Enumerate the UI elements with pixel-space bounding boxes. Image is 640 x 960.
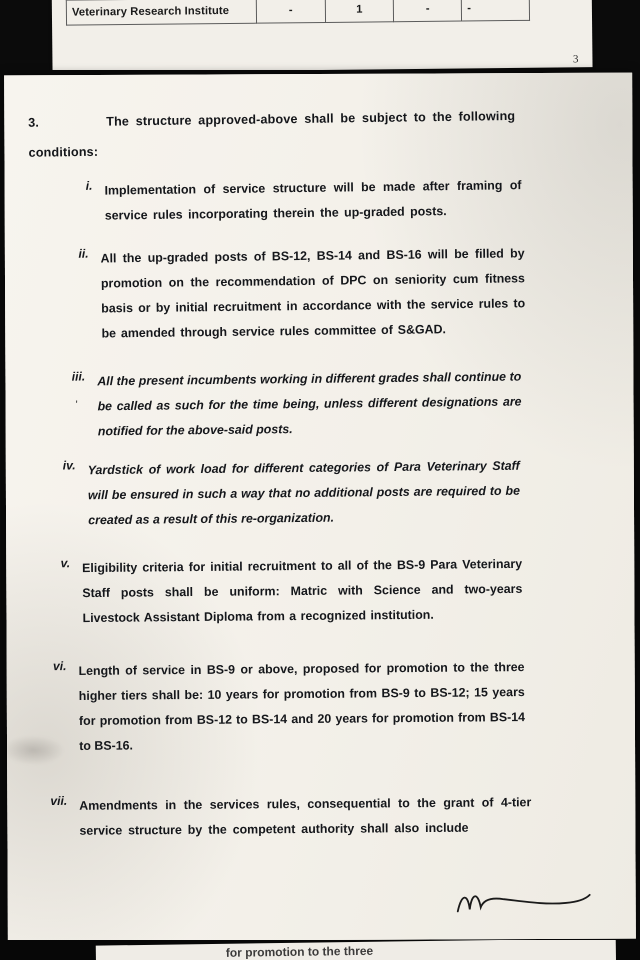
clause-text: The structure approved-above shall be subject to the following	[106, 108, 516, 129]
stray-pen-mark: '	[75, 399, 78, 412]
document-body	[4, 73, 636, 942]
list-item	[40, 655, 525, 759]
institute-posts-table	[66, 0, 531, 26]
document-sheet	[4, 73, 636, 942]
list-item-text: Implementation of service structure will be made after framing of service rules incorporating therein the up-graded posts.	[104, 178, 522, 223]
list-item-marker: vii.	[50, 793, 68, 809]
list-item	[59, 365, 522, 445]
list-item-text: Eligibility criteria for initial recruitment to all of the BS-9 Para Veterinary Staff posts shall be uniform: Matric with Science and two-years Livestock Assistant Diploma from a recognized institution.	[82, 556, 523, 626]
list-item-text: Amendments in the services rules, consequential to the grant of 4-tier service structure by the competent authority shall also include	[79, 795, 532, 838]
next-page-text-fragment: for promotion to the three	[225, 943, 374, 960]
list-item	[44, 552, 523, 632]
list-item-text: Length of service in BS-9 or above, proposed for promotion to the three higher tiers shall be: 10 years for promotion from BS-9 to BS-12; 15 years for promotion from BS-12 to BS-14 and 20 years for promotion from BS-14 to BS-16.	[78, 660, 526, 753]
list-item-marker: v.	[60, 556, 71, 571]
clause-3-paragraph	[28, 109, 549, 160]
list-item-marker: ii.	[78, 246, 89, 261]
next-page-sheet	[96, 940, 617, 960]
clause-conditions-label: conditions:	[28, 144, 99, 160]
institute-name: Veterinary Research Institute	[66, 0, 256, 25]
previous-page-sliver	[0, 0, 640, 70]
next-page-sliver	[0, 940, 640, 960]
institute-count-2: 1	[325, 0, 394, 22]
list-item-marker: iii.	[71, 369, 86, 384]
institute-count-3: -	[394, 0, 462, 22]
list-item	[66, 173, 522, 229]
list-item-marker: vi.	[52, 659, 67, 674]
list-item	[62, 241, 525, 347]
previous-page-sheet	[51, 0, 592, 70]
table-row	[66, 0, 529, 25]
page-number-previous: 3	[572, 53, 579, 66]
list-item-marker: i.	[85, 178, 93, 193]
list-item-text: All the up-graded posts of BS-12, BS-14 and BS-16 will be filled by promotion on the recommendation of DPC on seniority cum fitness basis or by initial recruitment in accordance with the service rules to be amended through service rules committee of S&GAD.	[100, 246, 526, 341]
list-item-text: All the present incumbents working in different grades shall continue to be called as such for the time being, unless different designations are notified for the above-said posts.	[97, 369, 522, 439]
clause-number: 3.	[28, 115, 40, 130]
list-item-text: Yardstick of work load for different categories of Para Veterinary Staff will be ensured in such a way that no additional posts are required to be created as a result of this re-organization.	[87, 458, 520, 528]
list-item	[50, 454, 521, 534]
institute-count-4: -	[462, 0, 530, 21]
list-item-marker: iv.	[62, 458, 76, 473]
handwritten-signature-icon	[448, 885, 598, 926]
institute-count-1: -	[256, 0, 325, 23]
list-item	[41, 790, 531, 844]
